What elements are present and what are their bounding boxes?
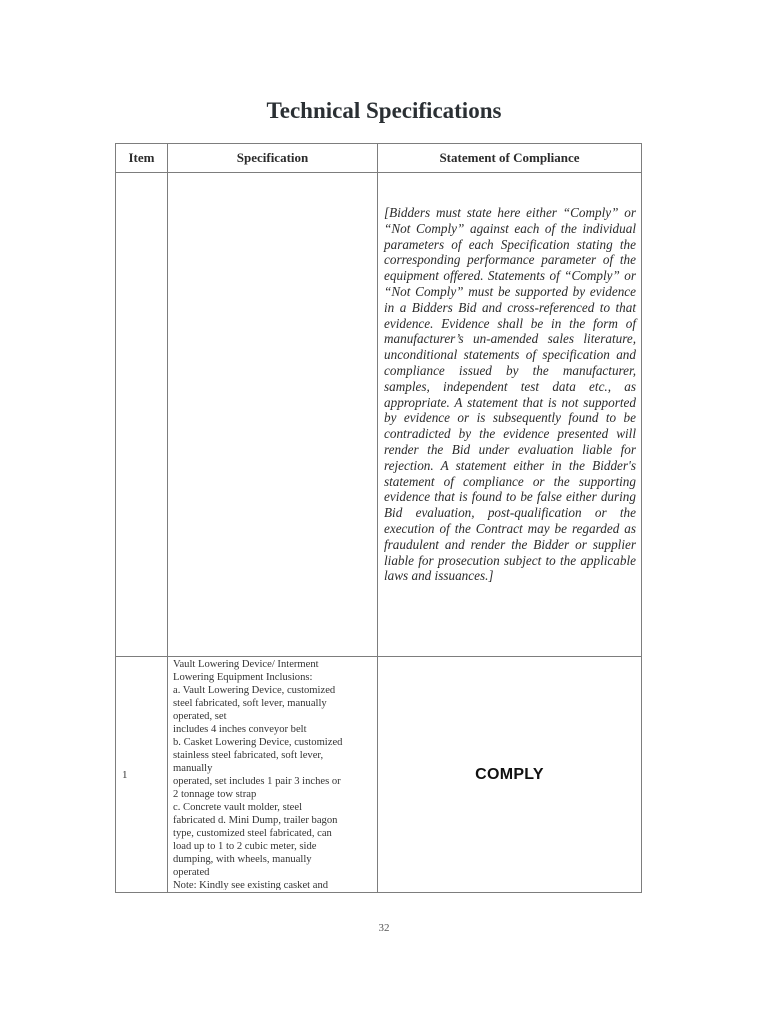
- header-item: Item: [116, 144, 168, 173]
- specification-line: b. Casket Lowering Device, customized: [173, 737, 343, 748]
- specification-line: fabricated d. Mini Dump, trailer bagon: [173, 815, 338, 826]
- specification-line: a. Vault Lowering Device, customized: [173, 685, 336, 696]
- specification-line: c. Concrete vault molder, steel: [173, 802, 303, 813]
- specification-line: operated: [173, 867, 210, 878]
- header-compliance: Statement of Compliance: [378, 144, 642, 173]
- specification-line: operated, set: [173, 711, 227, 722]
- compliance-cell: [378, 657, 642, 893]
- specification-line: 2 tonnage tow strap: [173, 789, 257, 800]
- specifications-table: [115, 143, 642, 893]
- table-header-row: [116, 144, 642, 173]
- instruction-item-cell: [116, 173, 168, 657]
- specification-line: type, customized steel fabricated, can: [173, 828, 332, 839]
- specification-line: load up to 1 to 2 cubic meter, side: [173, 841, 317, 852]
- specification-line: steel fabricated, soft lever, manually: [173, 698, 327, 709]
- specification-line: manually: [173, 763, 213, 774]
- specification-line: Note: Kindly see existing casket and: [173, 880, 329, 890]
- specification-line: dumping, with wheels, manually: [173, 854, 312, 865]
- instruction-row: [116, 173, 642, 657]
- specification-line: Lowering Equipment Inclusions:: [173, 672, 313, 683]
- compliance-instruction-text: [Bidders must state here either “Comply” or “Not Comply” against each of the individual parameters of each Specification stating the corresponding performance parameter of the equipment offered. Statements of “Comply” or “Not Comply” must be supported by evidence in a Bidders Bid and cross-referenced to that evidence. Evidence shall be in the form of manufacturer’s un-amended sales literature, unconditional statements of specification and compliance issued by the manufacturer, samples, independent test data etc., as appropriate. A statement that is not supported by evidence or is subsequently found to be contradicted by the evidence presented will render the Bid under evaluation liable for rejection. A statement either in the Bidder's statement of compliance or the supporting evidence that is found to be false either during Bid evaluation, post-qualification or the execution of the Contract may be regarded as fraudulent and render the Bidder or supplier liable for prosecution subject to the applicable laws and issuances.]: [384, 205, 636, 584]
- table-row: [116, 657, 642, 893]
- instruction-compliance-cell: [378, 173, 642, 657]
- specification-line: Vault Lowering Device/ Interment: [173, 659, 319, 670]
- instruction-spec-cell: [168, 173, 378, 657]
- specification-text: [168, 657, 377, 890]
- page-title: Technical Specifications: [266, 98, 502, 123]
- specification-line: includes 4 inches conveyor belt: [173, 724, 307, 735]
- specification-line: stainless steel fabricated, soft lever,: [173, 750, 324, 761]
- specification-line: operated, set includes 1 pair 3 inches or: [173, 776, 341, 787]
- header-specification: Specification: [168, 144, 378, 173]
- specification-cell: [168, 657, 378, 893]
- compliance-statement: COMPLY: [475, 765, 544, 783]
- item-number: 1: [116, 657, 168, 893]
- page-number: 32: [378, 922, 390, 934]
